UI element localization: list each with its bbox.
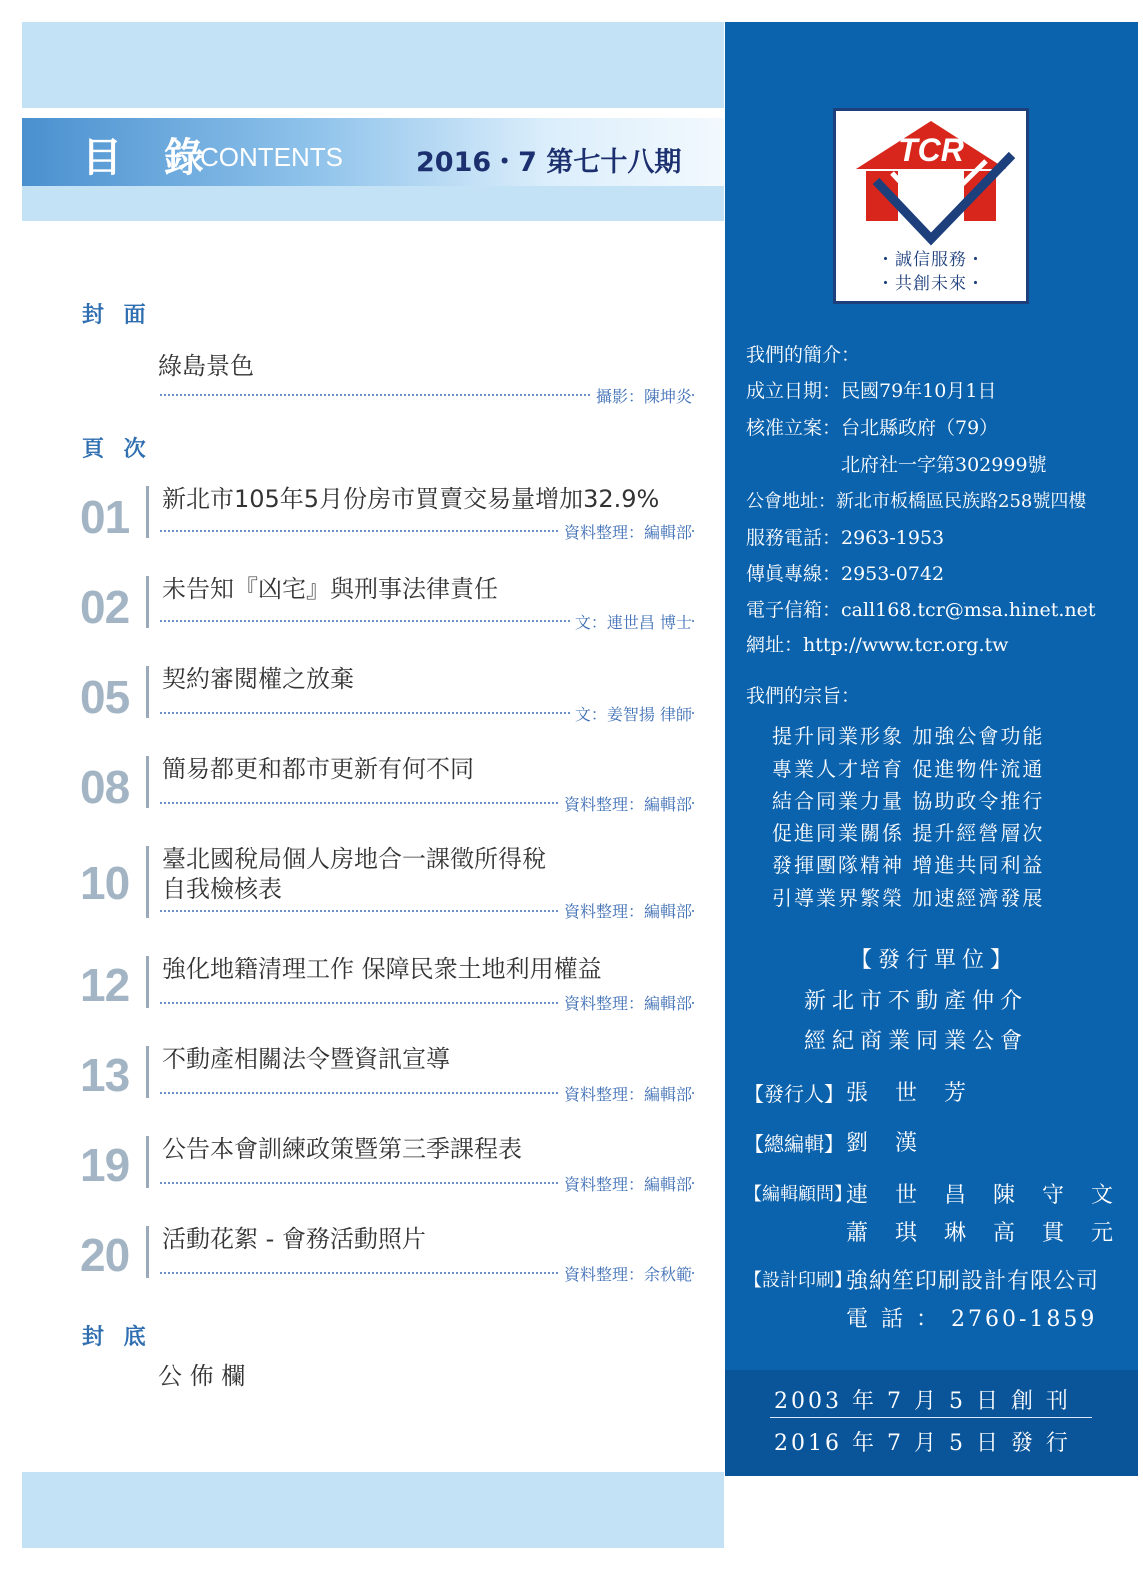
staff-role: 【總編輯】 [744,1132,844,1156]
entry-credit: 資料整理：編輯部 [560,1172,692,1195]
entry-credit: 資料整理：編輯部 [560,792,692,815]
entry-divider [146,1046,149,1098]
entry-title: 臺北國稅局個人房地合一課徵所得稅 [162,845,546,873]
intro-line: 核准立案：台北縣政府（79） [746,417,999,439]
publisher-heading: 【發行單位】 [850,948,1019,973]
goals-heading: 我們的宗旨： [746,685,861,707]
entry-title: 強化地籍清理工作 保障民衆土地利用權益 [162,955,602,983]
entry-credit: 資料整理：余秋範 [560,1262,692,1285]
goal-line: 提升同業形象 加強公會功能 [772,724,1045,748]
intro-line: 傳眞專線：2953-0742 [746,563,945,585]
page-number: 13 [80,1049,130,1101]
staff-value: 劉 漢 [846,1131,927,1156]
entry-divider [146,576,149,628]
tcr-logo [833,108,1029,304]
staff-value: 張 世 芳 [846,1081,976,1106]
intro-line: 服務電話：2963-1953 [746,527,945,549]
entry-title: 活動花絮 - 會務活動照片 [162,1225,426,1253]
cover-credit: 攝影：陳坤炎 [592,384,692,407]
staff-role: 【設計印刷】 [744,1270,852,1291]
intro-line: 成立日期：民國79年10月1日 [746,380,997,402]
publisher-line: 新北市不動產仲介 [804,989,1029,1014]
staff-value: 電 話 ： 2760-1859 [846,1307,1098,1332]
page-number: 08 [80,761,130,813]
publisher-line: 經紀商業同業公會 [804,1029,1029,1054]
entry-divider [146,666,149,718]
entry-credit: 資料整理：編輯部 [560,991,692,1014]
entry-divider [146,756,149,808]
entry-credit: 文：姜智揚 律師 [571,702,692,725]
page-number: 10 [80,857,130,909]
staff-value: 連 世 昌 陳 守 文 [846,1183,1123,1208]
entry-divider [146,486,149,538]
back-cover-title: 公 佈 欄 [158,1362,246,1390]
contents-title-en: CONTENTS [200,142,343,172]
entry-divider [146,846,149,918]
entry-credit: 資料整理：編輯部 [560,1082,692,1105]
issue-label: 2016・7 第七十八期 [416,147,682,178]
intro-line: 網址：http://www.tcr.org.tw [746,634,1009,656]
intro-line: 公會地址：新北市板橋區民族路258號四樓 [746,491,1087,512]
entry-title: 未告知『凶宅』與刑事法律責任 [162,575,498,603]
title-sub-band [22,186,724,221]
back-cover-heading: 封 底 [82,1325,152,1350]
tcr-emblem-icon [836,111,1026,261]
logo-slogan-1: ・誠信服務・ [877,250,985,270]
staff-value: 強納笙印刷設計有限公司 [846,1269,1100,1294]
page-number: 05 [80,671,130,723]
entry-title: 公告本會訓練政策暨第三季課程表 [162,1135,522,1163]
staff-role: 【發行人】 [744,1082,844,1106]
cover-title: 綠島景色 [158,352,254,380]
entry-credit: 資料整理：編輯部 [560,520,692,543]
goal-line: 專業人才培育 促進物件流通 [772,757,1045,781]
contents-title: 目 錄 [82,135,218,181]
page-number: 01 [80,491,130,543]
page-number: 12 [80,959,130,1011]
entry-divider [146,1136,149,1188]
entry-credit: 文：連世昌 博士 [571,610,692,633]
goal-line: 引導業界繁榮 加速經濟發展 [772,886,1045,910]
staff-value: 蕭 琪 琳 高 貫 元 [846,1221,1123,1246]
entry-title: 新北市105年5月份房市買賣交易量增加32.9% [162,485,660,513]
logo-slogan-2: ・共創未來・ [877,274,985,294]
footer-band [22,1472,724,1548]
logo-text: TCR [898,132,964,168]
goal-line: 發揮團隊精神 增進共同利益 [772,853,1045,877]
page-number: 19 [80,1139,130,1191]
pages-heading: 頁 次 [82,437,152,462]
entry-title-line2: 自我檢核表 [162,875,282,903]
intro-line: 電子信箱：call168.tcr@msa.hinet.net [746,599,1096,621]
entry-title: 不動產相關法令暨資訊宣導 [162,1045,450,1073]
entry-divider [146,1226,149,1278]
staff-role: 【編輯顧問】 [744,1184,852,1205]
published-date: 2016 年 7 月 5 日 發 行 [774,1431,1071,1456]
goal-line: 結合同業力量 協助政令推行 [772,789,1045,813]
entry-title: 契約審閱權之放棄 [162,665,354,693]
cover-heading: 封 面 [82,303,152,328]
entry-credit: 資料整理：編輯部 [560,899,692,922]
entry-title: 簡易都更和都市更新有何不同 [162,755,474,783]
goal-line: 促進同業關係 提升經營層次 [772,821,1045,845]
intro-heading: 我們的簡介： [746,344,861,366]
footer-divider [770,1417,1092,1418]
founded-date: 2003 年 7 月 5 日 創 刊 [774,1389,1071,1414]
header-top-band [22,22,724,108]
entry-divider [146,956,149,1008]
page-number: 02 [80,581,130,633]
intro-line: 北府社一字第302999號 [746,454,1047,476]
page-number: 20 [80,1229,130,1281]
